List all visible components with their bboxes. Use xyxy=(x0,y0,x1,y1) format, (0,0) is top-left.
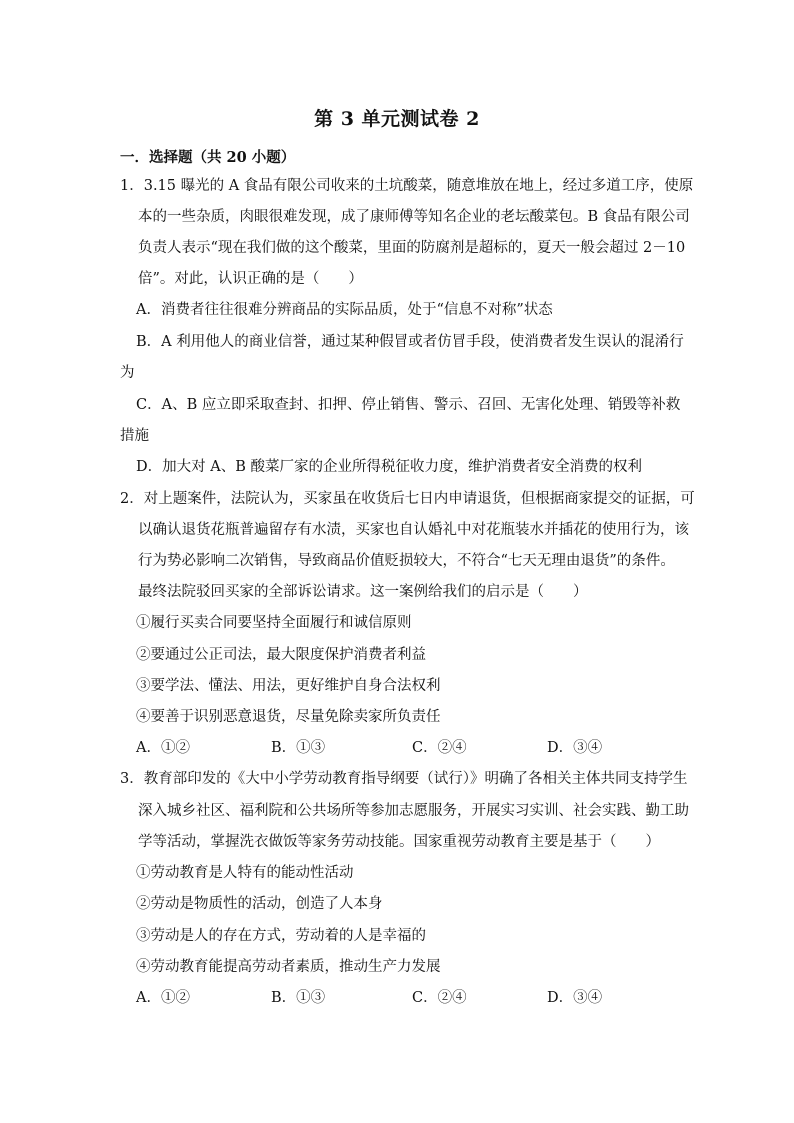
q2-item-3: ③要学法、懂法、用法，更好维护自身合法权利 xyxy=(136,678,441,694)
q2-choice-a: A．①② xyxy=(136,740,190,756)
q1-option-d: D．加大对 A、B 酸菜厂家的企业所得税征收力度，维护消费者安全消费的权利 xyxy=(136,459,642,475)
q2-item-2: ②要通过公正司法，最大限度保护消费者利益 xyxy=(136,647,426,663)
page-title: 第 3 单元测试卷 2 xyxy=(314,108,480,130)
q2-line-2: 以确认退货花瓶普遍留存有水渍，买家也自认婚礼中对花瓶装水并插花的使用行为，该 xyxy=(138,522,689,538)
q1-option-c-wrap: 措施 xyxy=(120,428,149,444)
q1-option-b-wrap: 为 xyxy=(120,365,135,381)
q3-choice-d: D．③④ xyxy=(547,990,603,1006)
q1-line-3: 负责人表示“现在我们做的这个酸菜，里面的防腐剂是超标的，夏天一般会超过 2－10 xyxy=(138,240,686,256)
q3-line-2: 深入城乡社区、福利院和公共场所等参加志愿服务，开展实习实训、社会实践、勤工助 xyxy=(138,803,689,819)
q1-option-b: B．A 利用他人的商业信誉，通过某种假冒或者仿冒手段，使消费者发生误认的混淆行 xyxy=(136,334,684,350)
q3-item-3: ③劳动是人的存在方式，劳动着的人是幸福的 xyxy=(136,928,426,944)
q3-choice-c: C．②④ xyxy=(412,990,467,1006)
q3-item-2: ②劳动是物质性的活动，创造了人本身 xyxy=(136,896,383,912)
q3-choice-b: B．①③ xyxy=(271,990,326,1006)
q2-line-3: 行为势必影响二次销售，导致商品价值贬损较大，不符合“七天无理由退货”的条件。 xyxy=(138,553,675,569)
q2-choice-b: B．①③ xyxy=(271,740,326,756)
q3-choice-a: A．①② xyxy=(136,990,190,1006)
q3-item-4: ④劳动教育能提高劳动者素质，推动生产力发展 xyxy=(136,959,441,975)
q1-option-a: A．消费者往往很难分辨商品的实际品质，处于“信息不对称”状态 xyxy=(136,302,553,318)
q1-line-4: 倍”。对此，认识正确的是（ ） xyxy=(138,271,363,287)
q2-line-4: 最终法院驳回买家的全部诉讼请求。这一案例给我们的启示是（ ） xyxy=(138,584,588,600)
q2-item-1: ①履行买卖合同要坚持全面履行和诚信原则 xyxy=(136,615,412,631)
q2-item-4: ④要善于识别恶意退货，尽量免除卖家所负责任 xyxy=(136,709,441,725)
q1-line-2: 本的一些杂质，肉眼很难发现，成了康师傅等知名企业的老坛酸菜包。B 食品有限公司 xyxy=(138,209,690,225)
q1-line-1: 1．3.15 曝光的 A 食品有限公司收来的土坑酸菜，随意堆放在地上，经过多道工序，使原 xyxy=(120,178,694,194)
q2-line-1: 2．对上题案件，法院认为，买家虽在收货后七日内申请退货，但根据商家提交的证据，可 xyxy=(120,491,695,507)
q1-option-c: C．A、B 应立即采取查封、扣押、停止销售、警示、召回、无害化处理、销毁等补救 xyxy=(136,397,681,413)
q2-choice-c: C．②④ xyxy=(412,740,467,756)
q3-line-3: 学等活动，掌握洗衣做饭等家务劳动技能。国家重视劳动教育主要是基于（ ） xyxy=(138,834,660,850)
section-header: 一．选择题（共 20 小题） xyxy=(120,149,296,166)
q2-choice-d: D．③④ xyxy=(547,740,603,756)
q3-item-1: ①劳动教育是人特有的能动性活动 xyxy=(136,865,354,881)
q3-line-1: 3．教育部印发的《大中小学劳动教育指导纲要（试行）》明确了各相关主体共同支持学生 xyxy=(120,771,688,787)
